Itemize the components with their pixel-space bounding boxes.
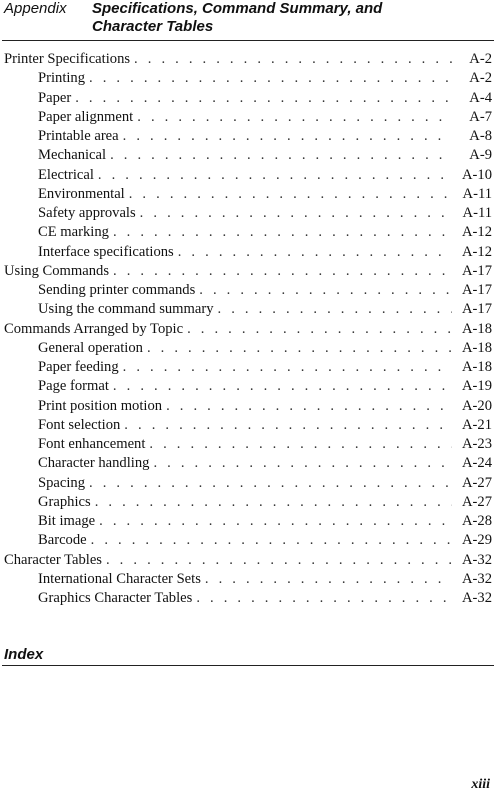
toc-entry-label: General operation — [38, 339, 143, 356]
toc-subsection-entry — [4, 127, 492, 146]
dot-leader — [196, 589, 452, 608]
toc-subsection-entry — [4, 243, 492, 262]
toc-entry-page: A-21 — [462, 416, 492, 433]
toc-entry-label: Graphics Character Tables — [38, 590, 193, 606]
toc-entry-label: Paper feeding — [38, 359, 119, 375]
toc-subsection-entry — [4, 69, 492, 88]
header-divider — [2, 40, 494, 41]
toc-subsection-entry — [4, 223, 492, 242]
dot-leader — [153, 454, 452, 473]
toc-subsection-entry — [4, 89, 492, 108]
toc-entry-label: Using Commands — [4, 262, 109, 279]
toc-entry-page: A-8 — [469, 128, 492, 144]
toc-entry-page: A-9 — [469, 147, 492, 164]
toc-subsection-entry — [4, 531, 492, 550]
toc-subsection-entry — [4, 185, 492, 204]
dot-leader — [137, 108, 452, 127]
toc-entry-label: Paper — [38, 89, 72, 106]
toc-entry-label: Printing — [38, 70, 86, 87]
toc-entry-label: Font enhancement — [38, 436, 146, 452]
dot-leader — [149, 435, 452, 454]
dot-leader — [123, 127, 452, 146]
toc-entry-page: A-17 — [462, 282, 492, 298]
index-divider — [2, 665, 494, 666]
dot-leader — [129, 185, 452, 204]
toc-entry-page: A-17 — [462, 301, 492, 318]
toc-entry-page: A-2 — [469, 70, 492, 87]
toc-entry-page: A-29 — [462, 532, 492, 549]
toc-subsection-entry — [4, 146, 492, 165]
toc-subsection-entry — [4, 377, 492, 396]
dot-leader — [166, 397, 452, 416]
toc-entry-label: Barcode — [38, 532, 87, 549]
toc-entry-label: Electrical — [38, 166, 94, 183]
toc-entry-page: A-19 — [462, 378, 492, 395]
toc-entry-page: A-24 — [462, 455, 492, 472]
dot-leader — [134, 50, 452, 69]
toc-entry-label: Printer Specifications — [4, 51, 131, 67]
toc-entry-page: A-27 — [462, 474, 492, 491]
toc-entry-page: A-10 — [462, 166, 492, 183]
toc-section-entry — [4, 50, 492, 69]
dot-leader — [91, 531, 452, 550]
dot-leader — [147, 339, 452, 358]
toc-entry-page: A-4 — [469, 89, 492, 106]
dot-leader — [113, 223, 452, 242]
toc-subsection-entry — [4, 493, 492, 512]
toc-subsection-entry — [4, 512, 492, 531]
toc-entry-label: International Character Sets — [38, 570, 201, 587]
toc-entry-page: A-32 — [462, 570, 492, 587]
toc-subsection-entry — [4, 281, 492, 300]
dot-leader — [218, 300, 452, 319]
dot-leader — [113, 377, 452, 396]
toc-subsection-entry — [4, 108, 492, 127]
toc-entry-label: Character Tables — [4, 551, 102, 568]
toc-section-entry — [4, 320, 492, 339]
index-heading: Index — [4, 646, 44, 663]
toc-entry-label: Safety approvals — [38, 205, 136, 221]
table-of-contents — [4, 50, 492, 608]
toc-entry-label: CE marking — [38, 224, 109, 241]
toc-entry-page: A-32 — [462, 590, 492, 606]
toc-section-entry — [4, 262, 492, 281]
toc-section-entry — [4, 551, 492, 570]
dot-leader — [199, 281, 452, 300]
dot-leader — [205, 570, 452, 589]
dot-leader — [110, 146, 452, 165]
dot-leader — [75, 89, 452, 108]
toc-entry-label: Paper alignment — [38, 108, 134, 125]
toc-entry-page: A-11 — [462, 185, 492, 202]
dot-leader — [98, 166, 452, 185]
toc-entry-page: A-18 — [462, 339, 492, 356]
toc-subsection-entry — [4, 416, 492, 435]
dot-leader — [106, 551, 452, 570]
toc-entry-label: Mechanical — [38, 147, 107, 164]
toc-subsection-entry — [4, 397, 492, 416]
toc-subsection-entry — [4, 166, 492, 185]
toc-entry-label: Font selection — [38, 416, 121, 433]
toc-entry-label: Commands Arranged by Topic — [4, 320, 184, 337]
toc-entry-label: Page format — [38, 378, 109, 395]
toc-entry-label: Using the command summary — [38, 301, 214, 318]
toc-subsection-entry — [4, 435, 492, 454]
toc-entry-page: A-12 — [462, 243, 492, 260]
dot-leader — [95, 493, 452, 512]
toc-entry-page: A-27 — [462, 493, 492, 510]
toc-entry-label: Character handling — [38, 455, 150, 472]
toc-subsection-entry — [4, 300, 492, 319]
toc-subsection-entry — [4, 204, 492, 223]
toc-entry-page: A-2 — [469, 51, 492, 67]
dot-leader — [187, 320, 452, 339]
dot-leader — [123, 358, 452, 377]
toc-entry-label: Interface specifications — [38, 243, 174, 260]
appendix-title-line-1: Specifications, Command Summary, and — [92, 0, 383, 17]
toc-entry-page: A-20 — [462, 397, 492, 414]
appendix-title-line-2: Character Tables — [92, 18, 214, 35]
toc-subsection-entry — [4, 570, 492, 589]
dot-leader — [140, 204, 452, 223]
toc-subsection-entry — [4, 339, 492, 358]
toc-entry-label: Graphics — [38, 493, 91, 510]
toc-entry-page: A-23 — [462, 436, 492, 452]
dot-leader — [113, 262, 452, 281]
toc-subsection-entry — [4, 589, 492, 608]
toc-entry-label: Bit image — [38, 513, 96, 529]
toc-entry-page: A-17 — [462, 262, 492, 279]
toc-entry-label: Printable area — [38, 128, 119, 144]
header-row-1 — [4, 0, 494, 18]
toc-entry-page: A-32 — [462, 551, 492, 568]
toc-subsection-entry — [4, 358, 492, 377]
header-row-2 — [4, 18, 494, 36]
appendix-header — [4, 0, 494, 36]
toc-entry-label: Environmental — [38, 185, 125, 202]
toc-entry-page: A-12 — [462, 224, 492, 241]
toc-entry-page: A-11 — [462, 205, 492, 221]
dot-leader — [89, 69, 452, 88]
dot-leader — [124, 416, 452, 435]
toc-entry-page: A-28 — [462, 513, 492, 529]
toc-subsection-entry — [4, 454, 492, 473]
toc-entry-label: Print position motion — [38, 397, 163, 414]
dot-leader — [89, 474, 452, 493]
toc-entry-page: A-18 — [462, 320, 492, 337]
toc-entry-label: Sending printer commands — [38, 282, 196, 298]
toc-entry-label: Spacing — [38, 474, 86, 491]
dot-leader — [178, 243, 452, 262]
toc-entry-page: A-7 — [469, 108, 492, 125]
dot-leader — [99, 512, 452, 531]
page-number: xiii — [471, 777, 490, 792]
toc-subsection-entry — [4, 474, 492, 493]
appendix-label: Appendix — [4, 0, 67, 17]
toc-entry-page: A-18 — [462, 359, 492, 375]
